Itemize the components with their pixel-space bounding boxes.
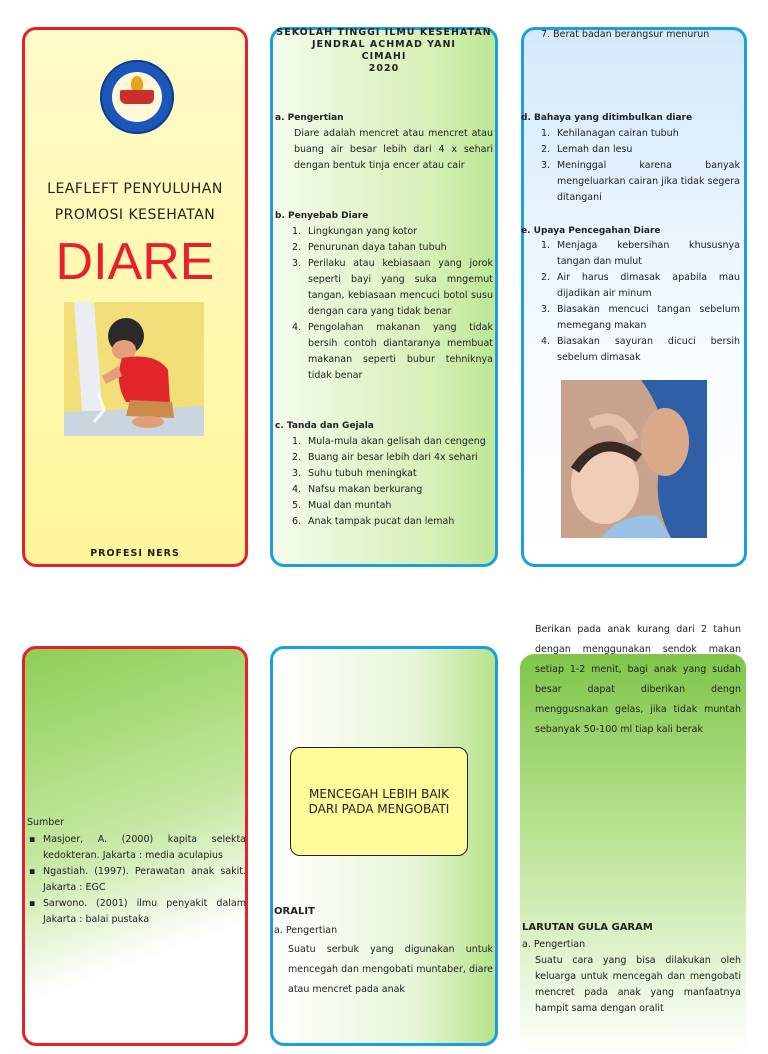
institution-name-2: JENDRAL ACHMAD YANI <box>312 39 456 50</box>
sumber-list <box>27 832 246 928</box>
list-item: 1. Mula-mula akan gelisah dan cengeng <box>292 436 486 447</box>
oralit-heading: ORALIT <box>274 906 315 917</box>
tanda-heading: c. Tanda dan Gejala <box>275 421 374 431</box>
mother-child-photo <box>561 380 707 538</box>
list-item: 1. Menjaga kebersihan khususnya tangan dan mulut <box>541 240 740 267</box>
list-item: 3. Biasakan mencuci tangan sebelum memegang makan <box>541 304 740 331</box>
pengertian-text: Diare adalah mencret atau mencret atau buang air besar lebih dari 4 x sehari dengan bentuk tinja encer atau cair <box>294 128 493 171</box>
list-item: 1. Lingkungan yang kotor <box>292 226 418 237</box>
larutan-heading: LARUTAN GULA GARAM <box>522 922 653 933</box>
list-item: 3. Meninggal karena banyak mengeluarkan cairan jika tidak segera ditangani <box>541 160 740 203</box>
cover-title: DIARE <box>55 233 215 291</box>
child-illustration <box>64 302 204 436</box>
list-item: 3. Suhu tubuh meningkat <box>292 468 417 479</box>
pengertian-heading: a. Pengertian <box>275 113 344 123</box>
berikan-text: Berikan pada anak kurang dari 2 tahun dengan menggunakan sendok makan setiap 1-2 menit, bagi anak yang sudah besar dapat diberikan dengn menggusnakan gelas, jika tidak muntah sebanyak 50-100 ml tiap kali berak <box>535 624 741 735</box>
list-item: ▪ Ngastiah. (1997). Perawatan anak sakit. Jakarta : EGC <box>29 866 246 893</box>
tanda-list <box>292 434 493 530</box>
leaflet-label-1: LEAFLEFT PENYULUHAN <box>47 181 223 197</box>
list-item: 5. Mual dan muntah <box>292 500 392 511</box>
list-item: 4. Nafsu makan berkurang <box>292 484 423 495</box>
sumber-heading: Sumber <box>27 817 65 828</box>
oralit-text: Suatu serbuk yang digunakan untuk mencegah dan mengobati muntaber, diare atau mencret pada anak <box>288 944 493 995</box>
larutan-text: Suatu cara yang bisa dilakukan oleh keluarga untuk mencegah dan mengobati mencret pada anak yang manfaatnya hampit sama dengan oralit <box>535 955 741 1014</box>
institution-city: CIMAHI <box>361 51 407 62</box>
pencegahan-list <box>541 238 740 366</box>
cover-footer: PROFESI NERS <box>90 548 180 559</box>
institution-header <box>274 27 494 75</box>
penyebab-heading: b. Penyebab Diare <box>275 211 369 221</box>
list-item: 2. Buang air besar lebih dari 4x sehari <box>292 452 478 463</box>
tanda-item-7: 7. Berat badan berangsur menurun <box>541 29 710 40</box>
bahaya-list <box>541 126 740 206</box>
list-item: 6. Anak tampak pucat dan lemah <box>292 516 455 527</box>
list-item: ▪ Masjoer, A. (2000) kapita selekta kedokteran. Jakarta : media aculapius <box>29 834 246 861</box>
list-item: 2. Lemah dan lesu <box>541 144 633 155</box>
list-item: 3. Perilaku atau kebiasaan yang jorok seperti bayi yang suka mngemut tangan, kebiasaan mencuci botol susu dengan cara yang tidak benar <box>292 258 493 317</box>
institution-logo <box>100 60 174 134</box>
list-item: 2. Penurunan daya tahan tubuh <box>292 242 447 253</box>
motto-box: MENCEGAH LEBIH BAIK DARI PADA MENGOBATI <box>290 747 468 856</box>
oralit-sub: a. Pengertian <box>274 925 338 936</box>
bahaya-heading: d. Bahaya yang ditimbulkan diare <box>521 113 693 123</box>
list-item: 1. Kehilanagan cairan tubuh <box>541 128 679 139</box>
list-item: 2. Air harus dimasak apabila mau dijadikan air minum <box>541 272 740 299</box>
pencegahan-heading: e. Upaya Pencegahan Diare <box>521 226 661 236</box>
list-item: 4. Biasakan sayuran dicuci bersih sebelum dimasak <box>541 336 740 363</box>
institution-name-1: SEKOLAH TINGGI ILMU KESEHATAN <box>276 27 492 38</box>
institution-year: 2020 <box>368 63 400 74</box>
penyebab-list <box>292 224 493 384</box>
list-item: ▪ Sarwono. (2001) ilmu penyakit dalam Jakarta : balai pustaka <box>29 898 246 925</box>
larutan-sub: a. Pengertian <box>522 939 586 950</box>
list-item: 4. Pengolahan makanan yang tidak bersih contoh diantaranya membuat makanan seperti bubur tehniknya tidak benar <box>292 322 493 381</box>
leaflet-label-2: PROMOSI KESEHATAN <box>54 207 216 223</box>
